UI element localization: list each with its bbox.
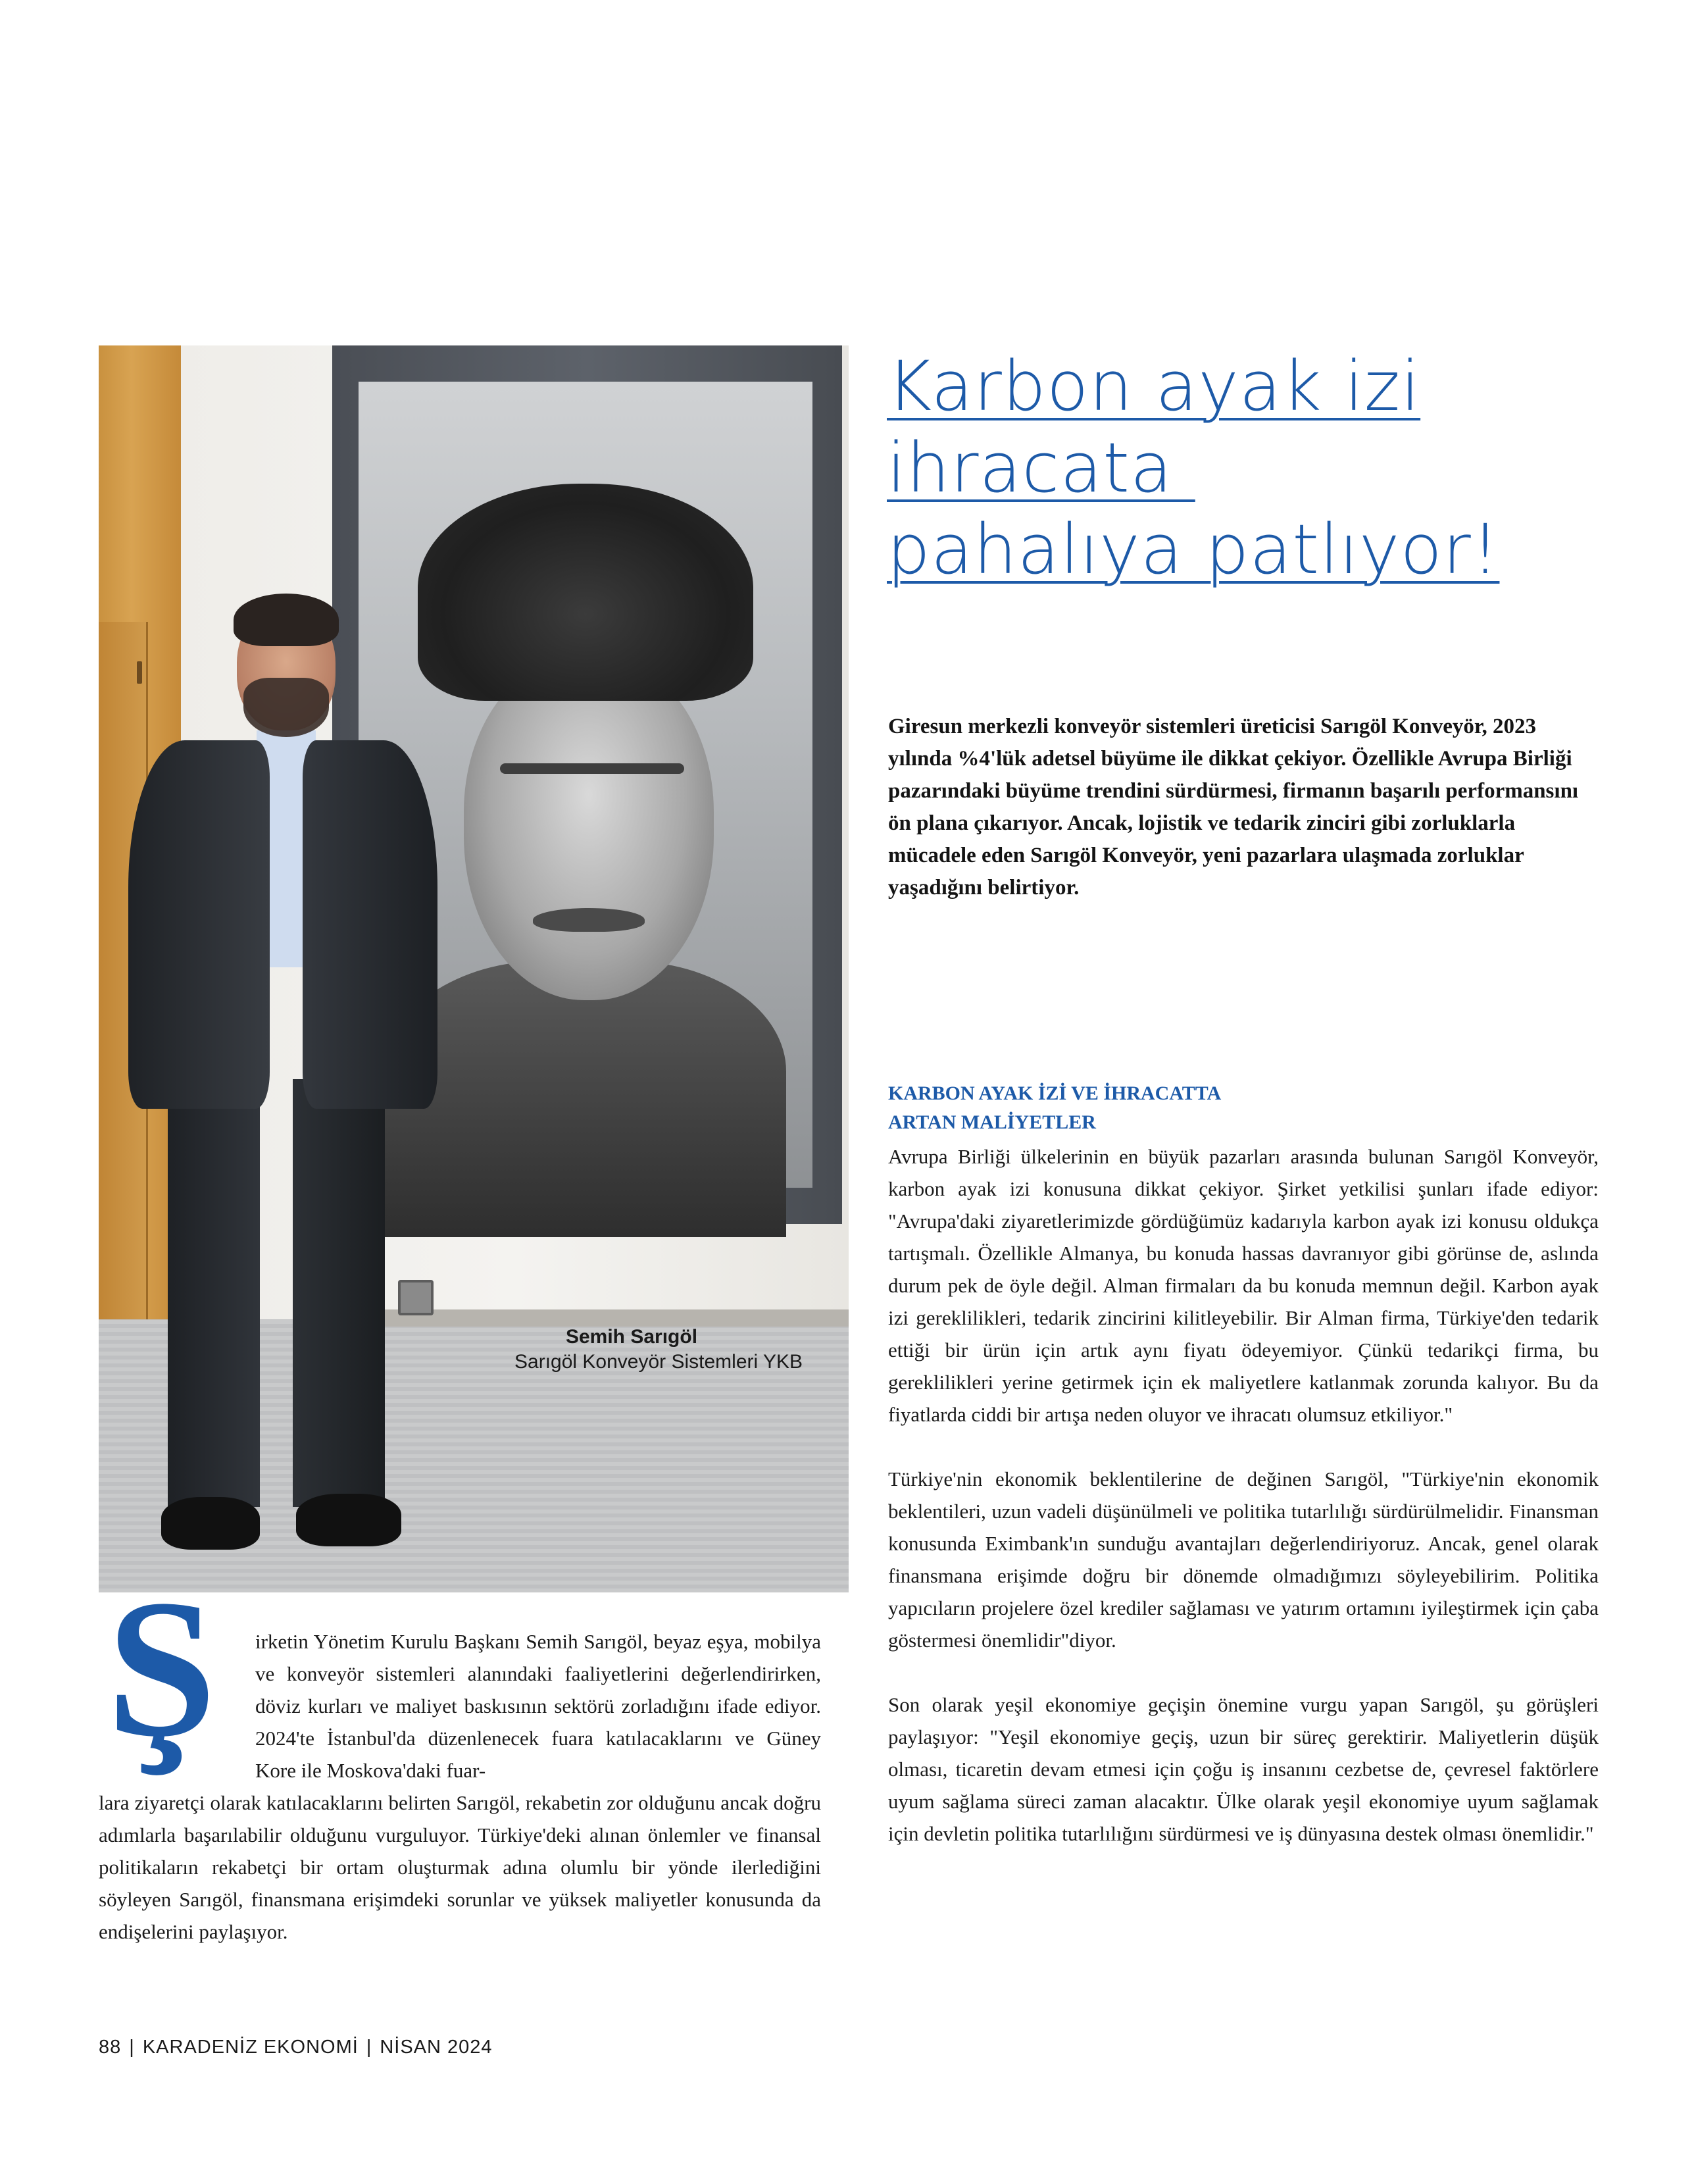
drop-cap: Ş — [107, 1559, 216, 1777]
portrait-brow — [500, 763, 684, 774]
body-paragraph: Türkiye'nin ekonomik beklentilerine de değinen Sarıgöl, "Türkiye'nin ekonomik beklentileri, uzun vadeli düşünülmeli ve politika tutarlılığı sürdürülmelidir. Finansman konusunda Eximbank'ın sunduğu avantajları değerlendiriyoruz. Ancak, genel olarak finansmana erişimde doğru bir dönemde olmadığımızı söyleyebilirim. Politika yapıcıların projelere özel krediler sağlaması ve yatırım ortamını iyileştirmek için çaba göstermesi önemlidir"diyor. — [888, 1467, 1599, 1652]
section-heading-line: ARTAN MALİYETLER — [888, 1111, 1096, 1133]
section-heading-line: KARBON AYAK İZİ VE İHRACATTA — [888, 1082, 1222, 1104]
man-shoe — [296, 1494, 401, 1546]
man-leg — [168, 1079, 260, 1507]
man-beard — [243, 678, 329, 737]
intro-paragraph: lara ziyaretçi olarak katılacaklarını belirten Sarıgöl, rekabetin zor olduğunu ancak doğru adımlarla başarılabilir olduğunu vurguluyor. Türkiye'deki alınan önlemler ve finansal politikaların rekabetçi bir ortam oluşturmak adına olumlu bir yönde ilerlediğini söyleyen Sarıgöl, finansmana erişimdeki sorunlar ve yüksek maliyetler konusunda da endişelerini paylaşıyor. — [99, 1791, 821, 1943]
body-paragraph: Son olarak yeşil ekonomiye geçişin önemine vurgu yapan Sarıgöl, şu görüşleri paylaşıyor: "Yeşil ekonomiye geçiş, uzun bir süreç gerektirir. Maliyetlerin düşük olması, ticaretin devam etmesi için çoğu iş insanını cezbetse de, çevresel faktörlere uyum sağlama süreci zaman alacaktır. Ülke olarak yeşil ekonomiye uyum sağlamak için devletin politika tutarlılığını sürdürmesi ve iş dünyasına destek olması önemlidir." — [888, 1693, 1599, 1845]
caption-role: Sarıgöl Konveyör Sistemleri YKB — [514, 1351, 803, 1373]
footer-separator: | — [366, 2037, 372, 2058]
portrait-uniform — [385, 961, 786, 1237]
body-paragraph: Avrupa Birliği ülkelerinin en büyük pazarları arasında bulunan Sarıgöl Konveyör, karbon ayak izi konusuna dikkat çekiyor. Şirket yetkilisi şunları ifade ediyor: "Avrupa'daki ziyaretlerimizde gördüğümüz kadarıyla karbon ayak izi konusu oldukça tartışmalı. Özellikle Almanya, bu konuda hassas davranıyor gibi görünse de, aslında durum pek de öyle değil. Alman firmaları da bu konuda memnun değil. Karbon ayak izi gereklilikleri, tedarik zincirini kilitleyebilir. Bir Alman firma, Türkiye'den tedarik ettiği bir ürün için artık aynı fiyatı ödeyemiyor. Çünkü tedarikçi firma, bu gereklilikleri yerine getirmek için ek maliyetlere katlanmak zorunda kalıyor. Bu da fiyatlarda ciddi bir artışa neden oluyor ve ihracatı olumsuz etkiliyor." — [888, 1145, 1599, 1426]
man-leg — [293, 1079, 385, 1507]
portrait-moustache — [533, 908, 645, 932]
issue-date: NİSAN 2024 — [380, 2037, 493, 2058]
baseboard — [382, 1309, 849, 1327]
headline-line: pahalıya patlıyor! — [887, 509, 1500, 590]
portrait-kalpak — [418, 484, 753, 701]
headline-line: ihracata — [887, 428, 1195, 508]
article-photo — [99, 345, 849, 1592]
man-hair — [234, 594, 339, 646]
footer-separator: | — [129, 2037, 135, 2058]
man-jacket — [128, 740, 270, 1109]
portrait-face — [464, 658, 714, 1000]
article-headline — [887, 345, 1610, 590]
section-heading — [888, 1079, 1480, 1137]
headline-line: Karbon ayak izi — [887, 346, 1421, 426]
article-lead: Giresun merkezli konveyör sistemleri üreticisi Sarıgöl Konveyör, 2023 yılında %4'lük adetsel büyüme ile dikkat çekiyor. Özellikle Avrupa Birliği pazarındaki büyüme trendini sürdürmesi, firmanın başarılı performansını ön plana çıkarıyor. Ancak, lojistik ve tedarik zinciri gibi zorluklarla mücadele eden Sarıgöl Konveyör, yeni pazarlara ulaşmada zorluklar yaşadığını belirtiyor. — [888, 715, 1579, 900]
photo-caption — [355, 1326, 803, 1373]
man-jacket — [303, 740, 437, 1109]
caption-name: Semih Sarıgöl — [565, 1326, 698, 1348]
man-shoe — [161, 1497, 260, 1550]
intro-paragraph-wrapped: irketin Yönetim Kurulu Başkanı Semih Sarıgöl, beyaz eşya, mobilya ve konveyör sistemleri alanındaki faaliyetlerini değerlendirirken, döviz kurları ve maliyet baskısının sektörü zorladığını ifade ediyor. 2024'te İstanbul'da düzenlenecek fuara katılacaklarını ve Güney Kore ile Moskova'daki fuar- — [255, 1630, 821, 1782]
magazine-name: KARADENİZ EKONOMİ — [142, 2037, 359, 2058]
page-footer — [99, 2037, 493, 2058]
right-column — [888, 1140, 1599, 1882]
standing-man — [128, 605, 437, 1560]
page-number: 88 — [99, 2037, 122, 2058]
